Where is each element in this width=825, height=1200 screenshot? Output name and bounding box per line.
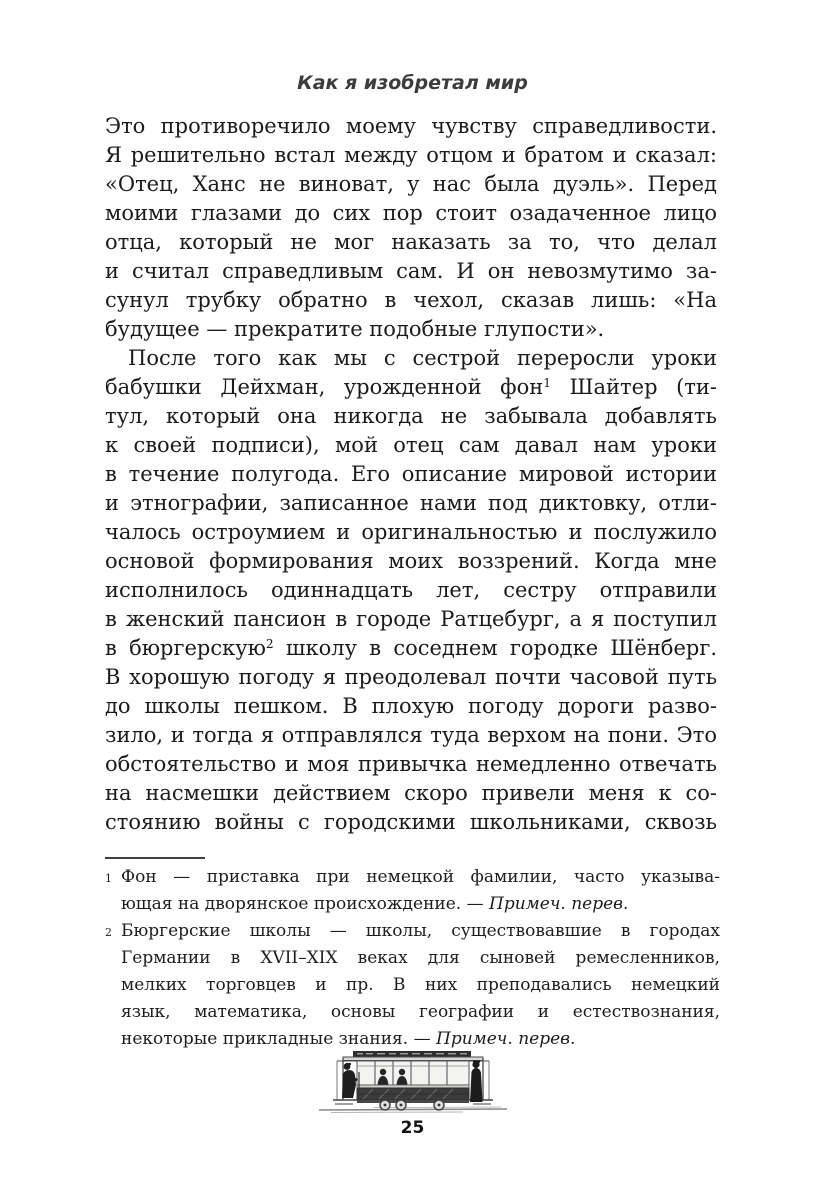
footnote-line: язык, математика, основы географии и естествознания, <box>121 1002 720 1022</box>
footnote-separator-rule <box>105 857 205 859</box>
body-text-line: в течение полугода. Его описание мировой истории <box>105 462 717 486</box>
footnote-line: Бюргерские школы — школы, существовавшие в городах <box>121 921 720 941</box>
body-text-line: В хорошую погоду я преодолевал почти часовой путь <box>105 665 717 689</box>
body-text-line: будущее — прекратите подобные глупости». <box>105 317 605 341</box>
body-text-line: моими глазами до сих пор стоит озадаченное лицо <box>105 201 717 225</box>
footnote-line: ющая на дворянское происхождение. — Примеч. перев. <box>121 894 629 914</box>
body-text-line: до школы пешком. В плохую погоду дороги разво- <box>105 694 717 718</box>
body-text-line: отца, который не мог наказать за то, что делал <box>105 230 717 254</box>
body-text-line: на насмешки действием скоро привели меня к со- <box>105 781 717 805</box>
body-text-line: «Отец, Ханс не виноват, у нас была дуэль». Перед <box>105 172 717 196</box>
body-text-line: и считал справедливым сам. И он невозмутимо за- <box>105 259 717 283</box>
vintage-tram-engraving-icon <box>313 1050 513 1114</box>
page-number: 25 <box>400 1118 425 1138</box>
footnote <box>105 864 720 918</box>
body-text-line: тул, который она никогда не забывала добавлять <box>105 404 717 428</box>
body-text-line: и этнографии, записанное нами под диктовку, отли- <box>105 491 717 515</box>
body-text-line: исполнилось одиннадцать лет, сестру отправили <box>105 578 717 602</box>
body-text <box>105 112 717 837</box>
footnote-line: Германии в XVII–XIX веках для сыновей ремесленников, <box>121 948 720 968</box>
running-header-title: Как я изобретал мир <box>297 72 528 94</box>
body-text-line: бабушки Дейхман, урожденной фон$^1$ Шайтер (ти- <box>105 375 717 399</box>
body-text-line: к своей подписи), мой отец сам давал нам уроки <box>105 433 717 457</box>
body-text-line: сунул трубку обратно в чехол, сказав лишь: «На <box>105 288 717 312</box>
body-text-line: стоянию войны с городскими школьниками, сквозь <box>105 810 717 834</box>
body-text-line: зило, и тогда я отправлялся туда верхом на пони. Это <box>105 723 717 747</box>
footnote-line: некоторые прикладные знания. — Примеч. перев. <box>121 1029 576 1049</box>
footnote-line: мелких торговцев и пр. В них преподавались немецкий <box>121 975 720 995</box>
footnote-marker: 1 <box>105 872 112 885</box>
body-text-line: основой формирования моих воззрений. Когда мне <box>105 549 717 573</box>
body-text-line: обстоятельство и моя привычка немедленно отвечать <box>105 752 717 776</box>
body-text-line: Я решительно встал между отцом и братом и сказал: <box>105 143 717 167</box>
body-text-line: Это противоречило моему чувству справедливости. <box>105 114 717 138</box>
footnotes <box>105 864 720 1053</box>
body-text-line: После того как мы с сестрой переросли уроки <box>128 346 717 370</box>
tram-illustration <box>105 1050 720 1118</box>
footnote <box>105 918 720 1053</box>
body-text-line: чалось остроумием и оригинальностью и послужило <box>105 520 717 544</box>
body-text-line: в бюргерскую$^2$ школу в соседнем городке Шёнберг. <box>105 636 717 660</box>
body-text-line: в женский пансион в городе Ратцебург, а я поступил <box>105 607 717 631</box>
footnote-marker: 2 <box>105 926 112 939</box>
footnote-line: Фон — приставка при немецкой фамилии, часто указыва- <box>121 867 720 887</box>
